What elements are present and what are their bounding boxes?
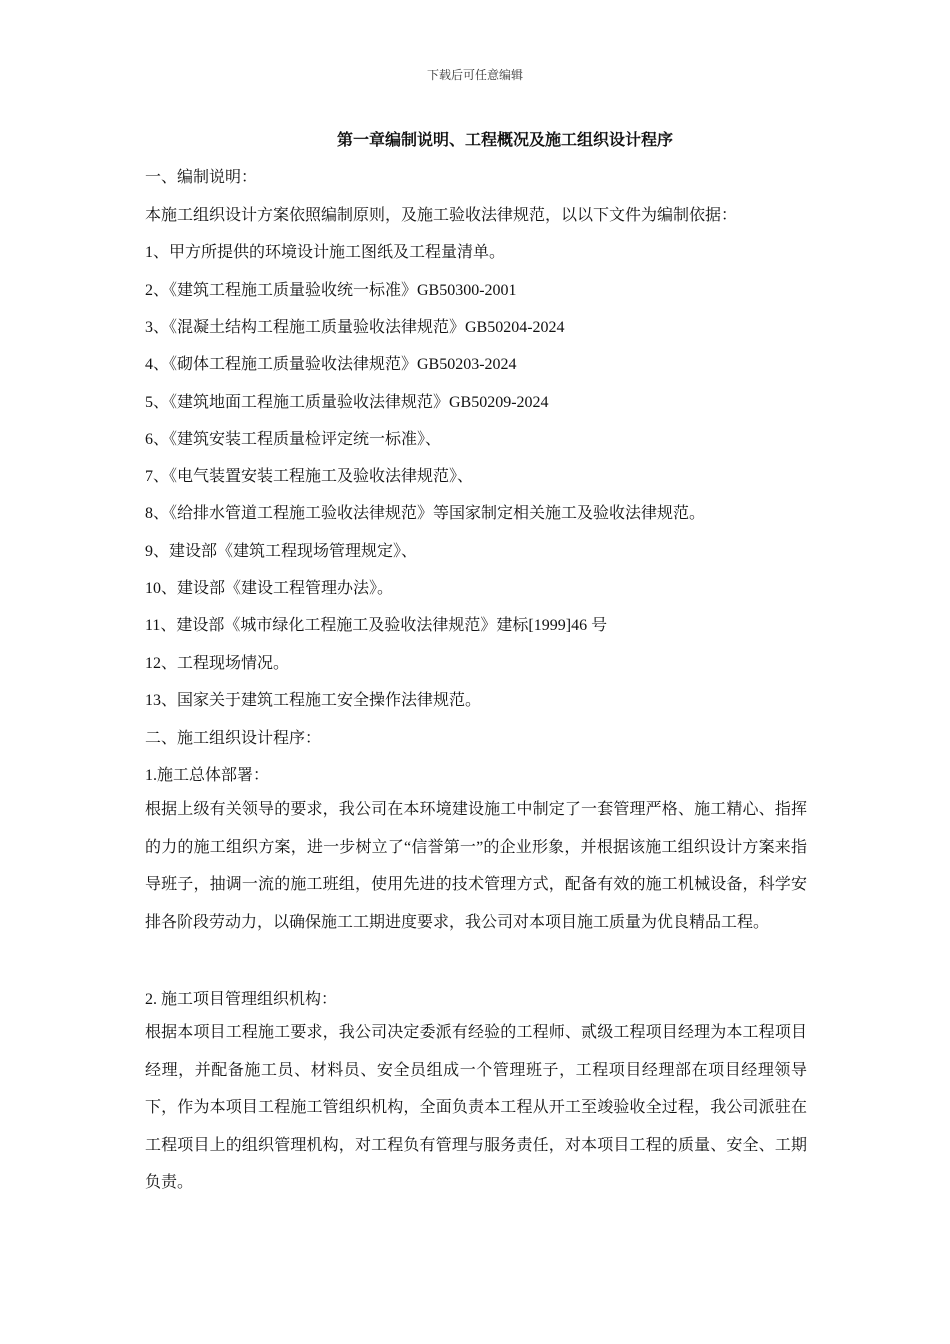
list-item: 8、《给排水管道工程施工验收法律规范》等国家制定相关施工及验收法律规范。 xyxy=(145,505,706,522)
list-item: 3、《混凝土结构工程施工质量验收法律规范》GB50204-2024 xyxy=(145,319,565,336)
list-item: 4、《砌体工程施工质量验收法律规范》GB50203-2024 xyxy=(145,356,517,373)
chapter-title: 第一章编制说明、工程概况及施工组织设计程序 xyxy=(336,132,673,149)
section-heading: 二、施工组织设计程序： xyxy=(145,730,322,747)
list-item: 7、《电气装置安装工程施工及验收法律规范》、 xyxy=(145,468,474,485)
header-note: 下载后可任意编辑 xyxy=(426,68,523,82)
list-item: 10、建设部《建设工程管理办法》。 xyxy=(145,580,394,597)
list-item: 1、甲方所提供的环境设计施工图纸及工程量清单。 xyxy=(145,244,506,261)
list-item: 13、国家关于建筑工程施工安全操作法律规范。 xyxy=(145,692,482,709)
list-item: 9、建设部《建筑工程现场管理规定》、 xyxy=(145,543,418,560)
subsection-heading: 2. 施工项目管理组织机构： xyxy=(145,991,338,1008)
list-item: 5、《建筑地面工程施工质量验收法律规范》GB50209-2024 xyxy=(145,394,549,411)
list-item: 6、《建筑安装工程质量检评定统一标准》、 xyxy=(145,431,442,448)
section-heading: 一、编制说明： xyxy=(145,169,258,186)
subsection-heading: 1.施工总体部署： xyxy=(145,767,270,784)
list-item: 2、《建筑工程施工质量验收统一标准》GB50300-2001 xyxy=(145,282,517,299)
body-paragraph: 根据上级有关领导的要求，我公司在本环境建设施工中制定了一套管理严格、施工精心、指挥的力的施工组织方案，进一步树立了“信誉第一”的企业形象，并根据该施工组织设计方案来指导班子，抽调一流的施工班组，使用先进的技术管理方式，配备有效的施工机械设备，科学安排各阶段劳动力，以确保施工工期进度要求，我公司对本项目施工质量为优良精品工程。 xyxy=(145,801,807,931)
body-paragraph: 根据本项目工程施工要求，我公司决定委派有经验的工程师、贰级工程项目经理为本工程项目经理，并配备施工员、材料员、安全员组成一个管理班子，工程项目经理部在项目经理领导下，作为本项目工程施工管组织机构，全面负责本工程从开工至竣验收全过程，我公司派驻在工程项目上的组织管理机构，对工程负有管理与服务责任，对本项目工程的质量、安全、工期负责。 xyxy=(145,1024,807,1191)
list-item: 12、工程现场情况。 xyxy=(145,655,290,672)
intro-paragraph: 本施工组织设计方案依照编制原则，及施工验收法律规范，以以下文件为编制依据： xyxy=(145,207,738,224)
list-item: 11、建设部《城市绿化工程施工及验收法律规范》建标[1999]46 号 xyxy=(145,617,608,634)
